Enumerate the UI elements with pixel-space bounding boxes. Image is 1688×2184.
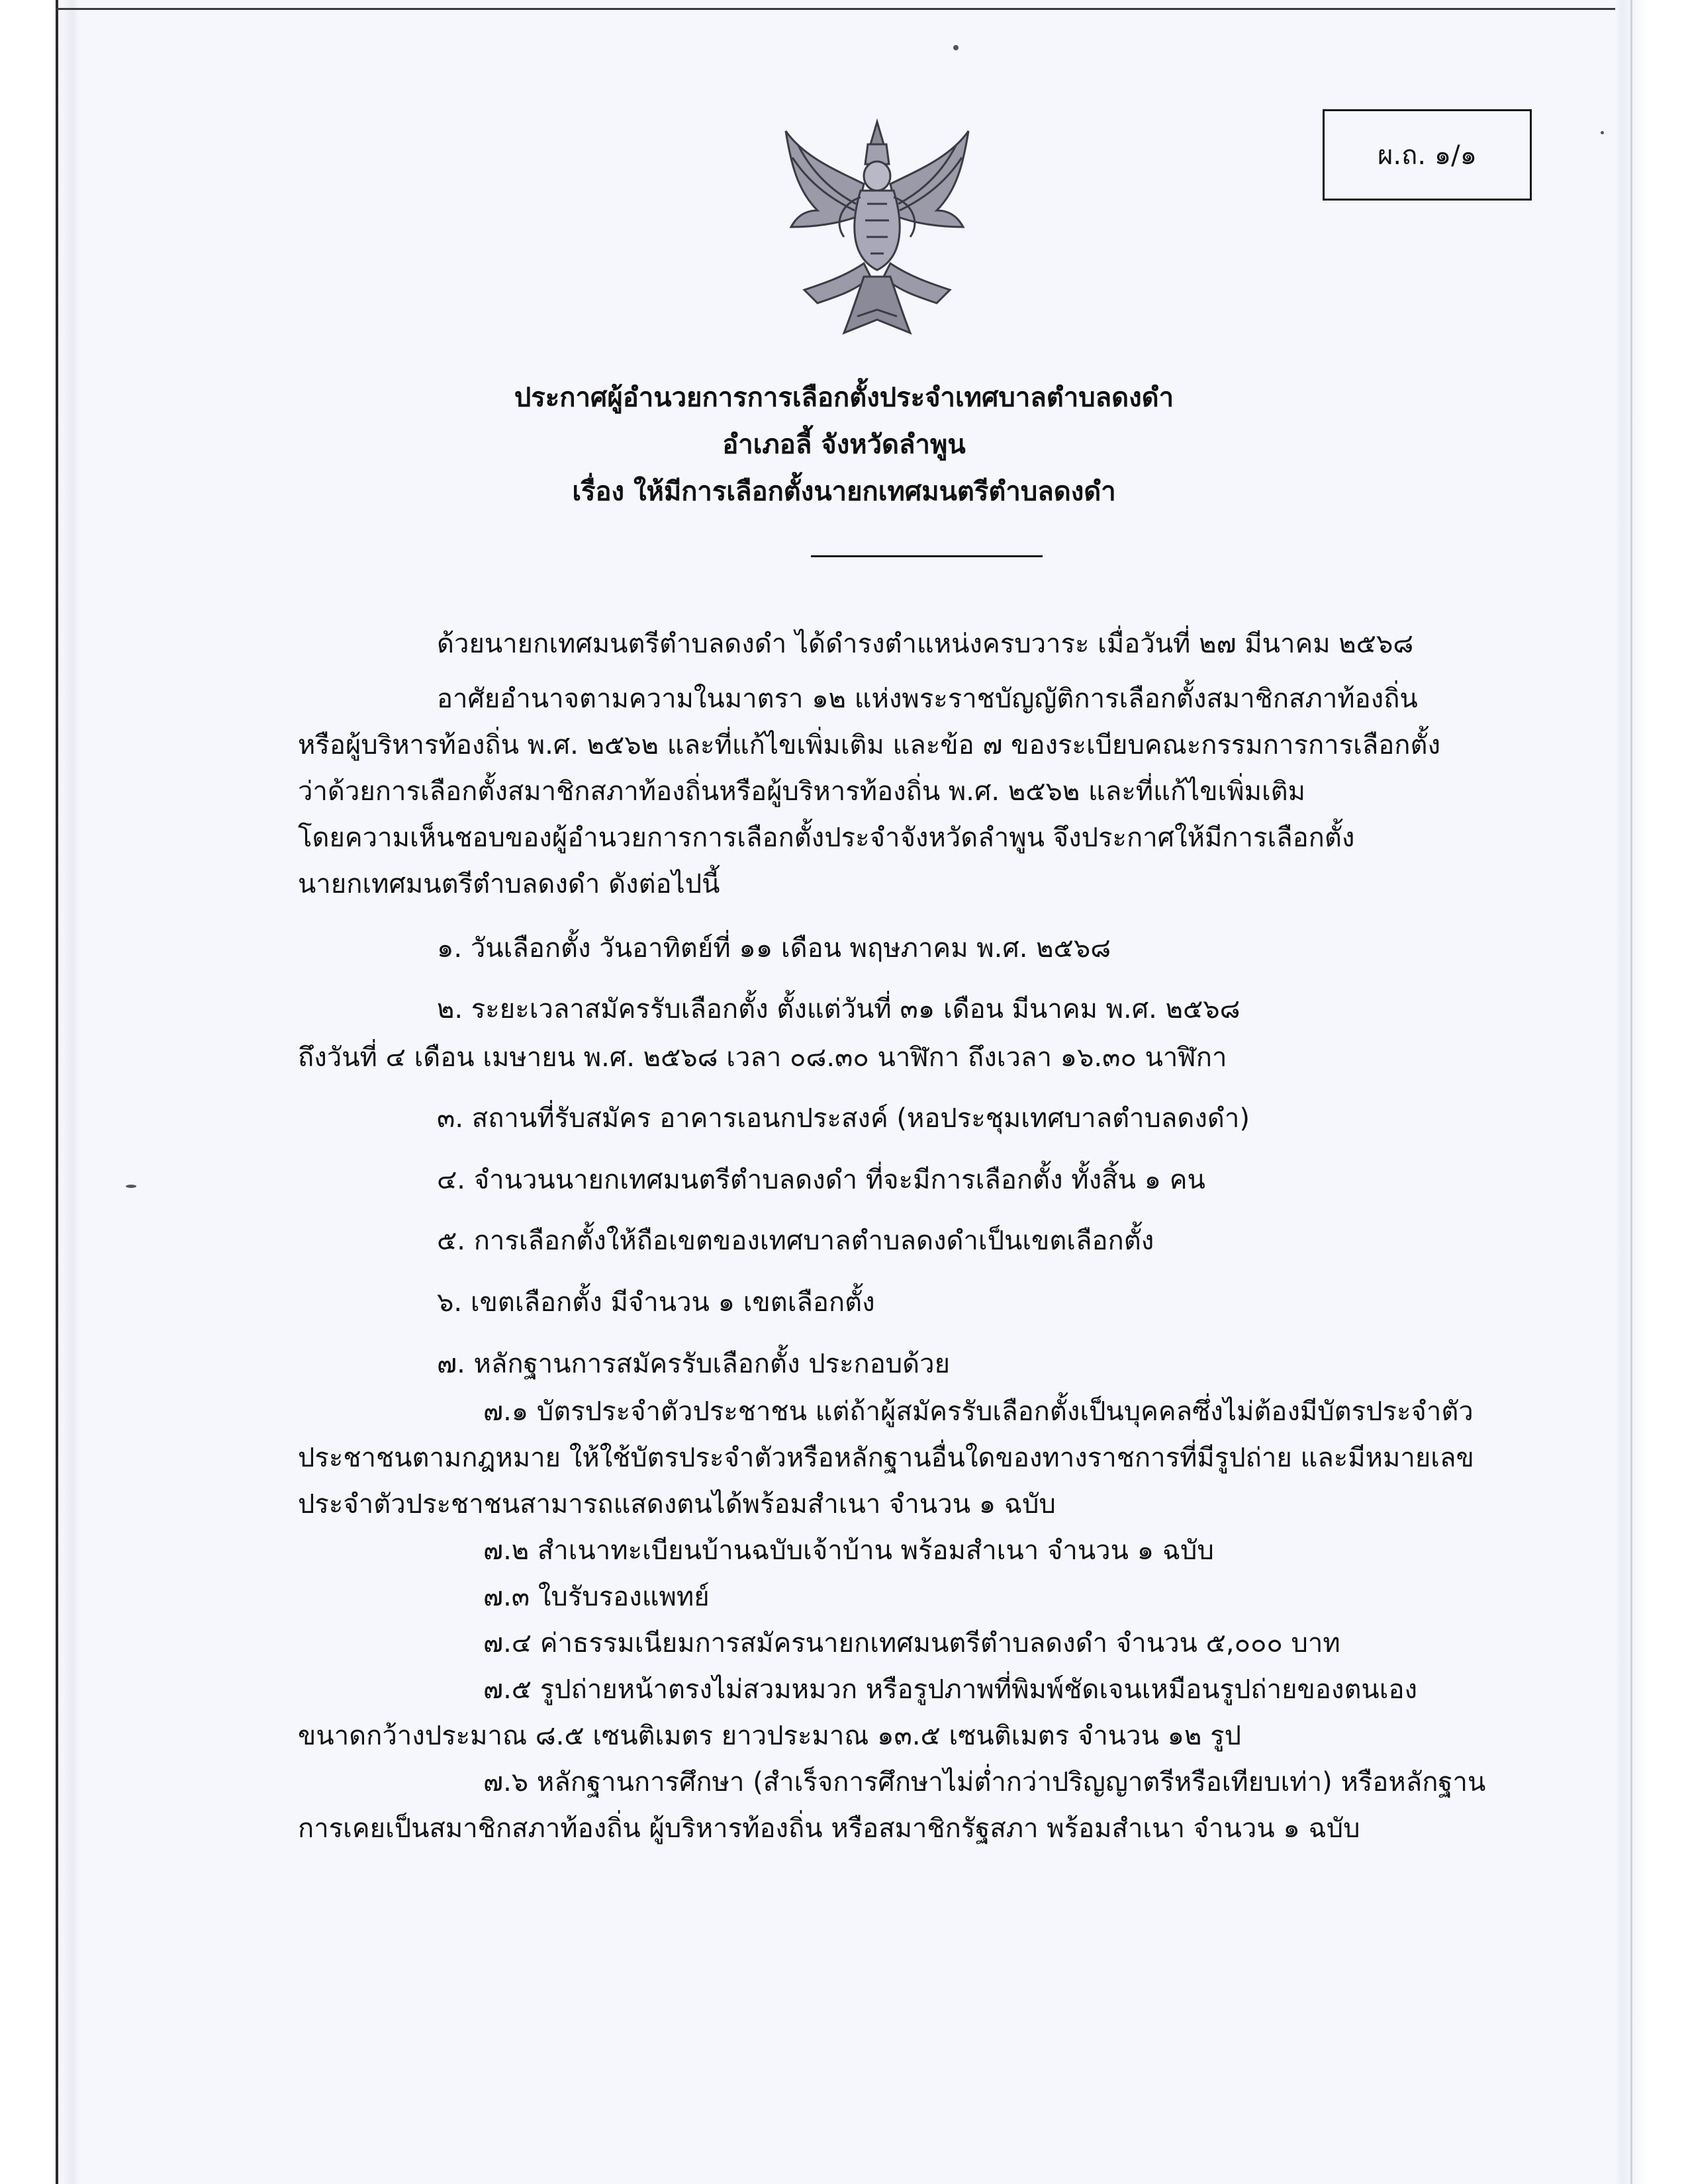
sub-item-7-5-line-2: ขนาดกว้างประมาณ ๘.๕ เซนติเมตร ยาวประมาณ ๑๓.๕ เซนติเมตร จำนวน ๑๒ รูป <box>298 1721 1241 1751</box>
scan-left-edge <box>56 0 58 2184</box>
scan-right-margin <box>1615 0 1688 2184</box>
scan-speck <box>1601 131 1604 134</box>
scan-left-margin <box>0 0 79 2184</box>
scan-speck <box>953 45 959 50</box>
sub-item-7-4: ๗.๔ ค่าธรรมเนียมการสมัครนายกเทศมนตรีตำบลดงดำ จำนวน ๕,๐๐๐ บาท <box>483 1628 1340 1659</box>
item-2-line-1: ๒. ระยะเวลาสมัครรับเลือกตั้ง ตั้งแต่วันที่ ๓๑ เดือน มีนาคม พ.ศ. ๒๕๖๘ <box>437 994 1241 1024</box>
header-line-3: เรื่อง ให้มีการเลือกตั้งนายกเทศมนตรีตำบลดงดำ <box>572 477 1116 507</box>
form-code-box <box>1323 109 1532 201</box>
item-2-line-2: ถึงวันที่ ๔ เดือน เมษายน พ.ศ. ๒๕๖๘ เวลา ๐๘.๓๐ นาฬิกา ถึงเวลา ๑๖.๓๐ นาฬิกา <box>298 1042 1227 1073</box>
header-line-2: อำเภอลี้ จังหวัดลำพูน <box>722 430 966 460</box>
sub-item-7-3: ๗.๓ ใบรับรองแพทย์ <box>483 1582 710 1612</box>
item-1: ๑. วันเลือกตั้ง วันอาทิตย์ที่ ๑๑ เดือน พฤษภาคม พ.ศ. ๒๕๖๘ <box>437 933 1111 964</box>
item-5: ๕. การเลือกตั้งให้ถือเขตของเทศบาลตำบลดงดำเป็นเขตเลือกตั้ง <box>437 1226 1154 1256</box>
item-7: ๗. หลักฐานการสมัครรับเลือกตั้ง ประกอบด้วย <box>437 1349 951 1379</box>
sub-item-7-1-line-1: ๗.๑ บัตรประจำตัวประชาชน แต่ถ้าผู้สมัครรับเลือกตั้งเป็นบุคคลซึ่งไม่ต้องมีบัตรประจำตัว <box>483 1396 1474 1427</box>
paragraph-authority-line-1: อาศัยอำนาจตามความในมาตรา ๑๒ แห่งพระราชบัญญัติการเลือกตั้งสมาชิกสภาท้องถิ่น <box>437 684 1418 714</box>
item-3: ๓. สถานที่รับสมัคร อาคารเอนกประสงค์ (หอประชุมเทศบาลตำบลดงดำ) <box>437 1103 1250 1134</box>
sub-item-7-6-line-2: การเคยเป็นสมาชิกสภาท้องถิ่น ผู้บริหารท้องถิ่น หรือสมาชิกรัฐสภา พร้อมสำเนา จำนวน ๑ ฉบับ <box>298 1813 1360 1844</box>
sub-item-7-5-line-1: ๗.๕ รูปถ่ายหน้าตรงไม่สวมหมวก หรือรูปภาพที่พิมพ์ชัดเจนเหมือนรูปถ่ายของตนเอง <box>483 1674 1417 1705</box>
garuda-emblem-icon <box>778 118 976 336</box>
paragraph-authority-line-5: นายกเทศมนตรีตำบลดงดำ ดังต่อไปนี้ <box>298 869 720 899</box>
announcement-header <box>0 375 1688 516</box>
sub-item-7-6-line-1: ๗.๖ หลักฐานการศึกษา (สำเร็จการศึกษาไม่ต่ำกว่าปริญญาตรีหรือเทียบเท่า) หรือหลักฐาน <box>483 1767 1486 1797</box>
item-4: ๔. จำนวนนายกเทศมนตรีตำบลดงดำ ที่จะมีการเลือกตั้ง ทั้งสิ้น ๑ คน <box>437 1165 1205 1195</box>
scan-top-edge <box>56 8 1631 10</box>
item-6: ๖. เขตเลือกตั้ง มีจำนวน ๑ เขตเลือกตั้ง <box>437 1287 875 1318</box>
header-line-1: ประกาศผู้อำนวยการการเลือกตั้งประจำเทศบาลตำบลดงดำ <box>514 383 1174 413</box>
header-separator <box>811 555 1043 557</box>
form-code-text: ผ.ถ. ๑/๑ <box>1377 140 1477 171</box>
paragraph-authority-line-2: หรือผู้บริหารท้องถิ่น พ.ศ. ๒๕๖๒ และที่แก้ไขเพิ่มเติม และข้อ ๗ ของระเบียบคณะกรรมการการเลือกตั้ง <box>298 730 1441 760</box>
scan-right-edge <box>1630 0 1632 2184</box>
paragraph-authority-line-4: โดยความเห็นชอบของผู้อำนวยการการเลือกตั้งประจำจังหวัดลำพูน จึงประกาศให้มีการเลือกตั้ง <box>298 823 1355 853</box>
paragraph-authority-line-3: ว่าด้วยการเลือกตั้งสมาชิกสภาท้องถิ่นหรือผู้บริหารท้องถิ่น พ.ศ. ๒๕๖๒ และที่แก้ไขเพิ่มเติม <box>298 776 1305 807</box>
scan-speck <box>126 1185 136 1188</box>
sub-item-7-1-line-3: ประจำตัวประชาชนสามารถแสดงตนได้พร้อมสำเนา จำนวน ๑ ฉบับ <box>298 1489 1056 1520</box>
sub-item-7-2: ๗.๒ สำเนาทะเบียนบ้านฉบับเจ้าบ้าน พร้อมสำเนา จำนวน ๑ ฉบับ <box>483 1535 1214 1566</box>
sub-item-7-1-line-2: ประชาชนตามกฎหมาย ให้ใช้บัตรประจำตัวหรือหลักฐานอื่นใดของทางราชการที่มีรูปถ่าย และมีหมายเลข <box>298 1443 1474 1473</box>
paragraph-intro: ด้วยนายกเทศมนตรีตำบลดงดำ ได้ดำรงตำแหน่งครบวาระ เมื่อวันที่ ๒๗ มีนาคม ๒๕๖๘ <box>437 629 1414 659</box>
